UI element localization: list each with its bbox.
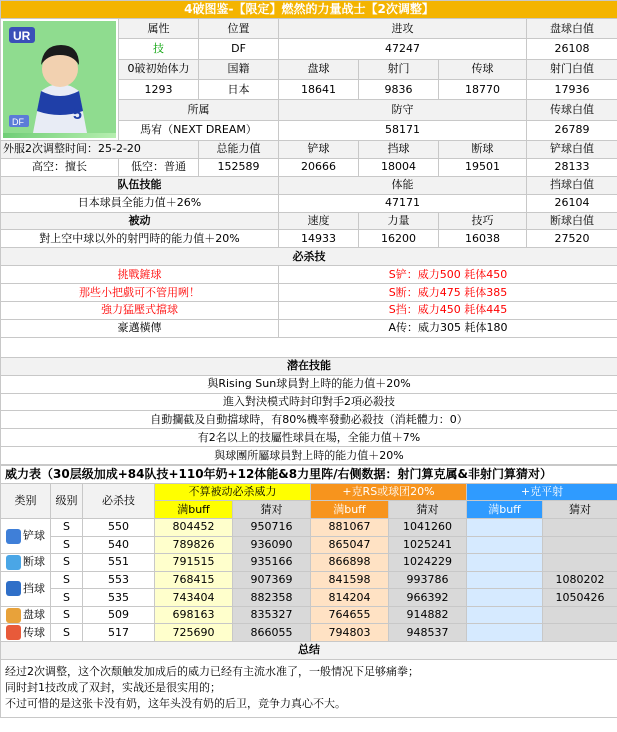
value-attr: 技 [119, 39, 199, 59]
power-value [467, 536, 543, 554]
power-type [1, 554, 51, 572]
power-value: 1025241 [389, 536, 467, 554]
power-value [543, 536, 617, 554]
value-team-skill: 日本球員全能力值＋26% [1, 194, 279, 212]
power-value: 1024229 [389, 554, 467, 572]
power-value: 966392 [389, 589, 467, 607]
page-title: 4破图鉴-【限定】燃然的力量战士【2次调整】 [1, 1, 617, 19]
value-position: DF [199, 39, 279, 59]
label-block: 挡球 [359, 141, 439, 159]
power-value: 882358 [233, 589, 311, 607]
power-skill: 553 [83, 571, 155, 589]
power-value: 935166 [233, 554, 311, 572]
power-value [467, 571, 543, 589]
skill-name: 挑戰鏟球 [1, 266, 279, 284]
power-type-label: 铲球 [23, 529, 45, 543]
col-guess: 猜对 [543, 501, 617, 519]
power-skill: 509 [83, 606, 155, 624]
position-badge: DF [12, 117, 24, 127]
label-nation: 国籍 [199, 59, 279, 79]
value-speed: 14933 [279, 230, 359, 248]
value-intercept: 19501 [439, 158, 527, 176]
value-dribble: 18641 [279, 79, 359, 99]
power-value: 841598 [311, 571, 389, 589]
power-value: 948537 [389, 624, 467, 642]
power-value: 768415 [155, 571, 233, 589]
power-row [1, 589, 617, 607]
col-guess: 猜对 [233, 501, 311, 519]
card-portrait [1, 19, 119, 141]
label-defense: 防守 [279, 100, 527, 120]
power-body [1, 518, 617, 641]
label-stamina: 0破初始体力 [119, 59, 199, 79]
value-passive: 對上空中球以外的射門時的能力值＋20% [1, 230, 279, 248]
power-value: 1080202 [543, 571, 617, 589]
value-low: 低空：普通 [119, 158, 199, 176]
value-physical: 47171 [279, 194, 527, 212]
summary-text [1, 659, 617, 717]
power-value: 835327 [233, 606, 311, 624]
power-row [1, 624, 617, 642]
value-high: 高空：擅长 [1, 158, 119, 176]
power-level: S [51, 554, 83, 572]
power-type-label: 挡球 [23, 581, 45, 595]
power-value: 743404 [155, 589, 233, 607]
skill-stat: S挡：威力450 耗体445 [279, 302, 617, 320]
value-nation: 日本 [199, 79, 279, 99]
col-level: 级别 [51, 483, 83, 518]
label-team: 所属 [119, 100, 279, 120]
value-defense: 58171 [279, 120, 527, 140]
label-power: 力量 [359, 212, 439, 230]
power-row [1, 536, 617, 554]
group-base: 不算被动必杀威力 [155, 483, 311, 501]
power-type-label: 盘球 [23, 608, 45, 622]
label-team-skill: 队伍技能 [1, 176, 279, 194]
power-type-label: 传球 [23, 625, 45, 639]
value-dribble-white: 26108 [527, 39, 617, 59]
label-pass-white: 传球白值 [527, 100, 617, 120]
power-skill: 535 [83, 589, 155, 607]
label-dribble: 盘球 [279, 59, 359, 79]
latent-item: 進入對決模式時封印對手2項必殺技 [1, 393, 617, 411]
power-value: 950716 [233, 518, 311, 536]
skill-name: 豪邁橫傳 [1, 319, 279, 337]
group-flat: +克平射 [467, 483, 617, 501]
power-value: 725690 [155, 624, 233, 642]
skill-name: 那些小把戲可不管用咧！ [1, 284, 279, 302]
player-portrait-icon [3, 21, 116, 133]
power-level: S [51, 624, 83, 642]
power-skill: 551 [83, 554, 155, 572]
value-block: 18004 [359, 158, 439, 176]
power-type [1, 624, 51, 642]
power-value: 814204 [311, 589, 389, 607]
power-value: 791515 [155, 554, 233, 572]
value-stamina: 1293 [119, 79, 199, 99]
power-value: 881067 [311, 518, 389, 536]
power-type-label: 断球 [23, 555, 45, 569]
summary-line: 不过可惜的是这张卡没有奶，这年头没有奶的后卫，竞争力真心不大。 [5, 696, 346, 710]
summary-header: 总结 [1, 642, 617, 660]
label-passive: 被动 [1, 212, 279, 230]
value-team: 馬宥（NEXT DREAM） [119, 120, 279, 140]
power-value: 865047 [311, 536, 389, 554]
power-value: 1041260 [389, 518, 467, 536]
skill-stat: S铲：威力500 耗体450 [279, 266, 617, 284]
power-value [543, 554, 617, 572]
power-table [0, 465, 617, 718]
label-speed: 速度 [279, 212, 359, 230]
power-value: 936090 [233, 536, 311, 554]
summary-line: 经过2次调整，这个次颓触发加成后的威力已经有主流水准了，一般情况下足够痛拳； [5, 664, 419, 678]
label-shoot-white: 射门白值 [527, 59, 617, 79]
power-value: 789826 [155, 536, 233, 554]
power-value [467, 606, 543, 624]
power-value: 907369 [233, 571, 311, 589]
power-value [467, 554, 543, 572]
power-row [1, 606, 617, 624]
col-full-buff: 满buff [155, 501, 233, 519]
value-intercept-white: 27520 [527, 230, 617, 248]
group-rs: +克RS或球团20% [311, 483, 467, 501]
power-value [543, 518, 617, 536]
label-attack: 进攻 [279, 19, 527, 39]
label-physical: 体能 [279, 176, 527, 194]
skill-type-icon [6, 529, 21, 544]
latent-item: 自動攔截及自動擋球時，有80%機率發動必殺技（消耗體力：0） [1, 411, 617, 429]
adjust-date: 外服2次调整时间：25-2-20 [1, 141, 199, 159]
value-shoot: 9836 [359, 79, 439, 99]
col-full-buff: 满buff [467, 501, 543, 519]
skill-type-icon [6, 625, 21, 640]
value-tackle-white: 28133 [527, 158, 617, 176]
power-value [467, 624, 543, 642]
power-skill: 550 [83, 518, 155, 536]
value-attack: 47247 [279, 39, 527, 59]
label-tackle-white: 铲球白值 [527, 141, 617, 159]
power-row [1, 554, 617, 572]
label-tackle: 铲球 [279, 141, 359, 159]
summary-line: 同时封1技改成了双封，实战还是很实用的； [5, 680, 221, 694]
value-total: 152589 [199, 158, 279, 176]
value-block-white: 26104 [527, 194, 617, 212]
label-shoot: 射门 [359, 59, 439, 79]
col-guess: 猜对 [389, 501, 467, 519]
power-level: S [51, 536, 83, 554]
power-value: 764655 [311, 606, 389, 624]
value-power: 16200 [359, 230, 439, 248]
skill-stat: S断：威力475 耗体385 [279, 284, 617, 302]
value-tackle: 20666 [279, 158, 359, 176]
power-value: 993786 [389, 571, 467, 589]
power-value: 866055 [233, 624, 311, 642]
power-value [543, 624, 617, 642]
power-value: 698163 [155, 606, 233, 624]
power-value: 804452 [155, 518, 233, 536]
skill-type-icon [6, 608, 21, 623]
power-level: S [51, 518, 83, 536]
power-value: 866898 [311, 554, 389, 572]
label-position: 位置 [199, 19, 279, 39]
power-skill: 517 [83, 624, 155, 642]
latent-item: 有2名以上的技屬性球員在場，全能力值＋7% [1, 429, 617, 447]
value-pass-white: 26789 [527, 120, 617, 140]
power-value: 1050426 [543, 589, 617, 607]
jersey-number: 5 [73, 106, 82, 123]
label-total: 总能力值 [199, 141, 279, 159]
skill-type-icon [6, 555, 21, 570]
label-block-white: 挡球白值 [527, 176, 617, 194]
label-intercept: 断球 [439, 141, 527, 159]
latent-item: 與Rising Sun球員對上時的能力值＋20% [1, 375, 617, 393]
power-level: S [51, 571, 83, 589]
label-dribble-white: 盘球白值 [527, 19, 617, 39]
power-value: 914882 [389, 606, 467, 624]
col-type: 类别 [1, 483, 51, 518]
label-pass: 传球 [439, 59, 527, 79]
power-value [467, 518, 543, 536]
power-value: 794803 [311, 624, 389, 642]
power-type [1, 606, 51, 624]
power-value [543, 606, 617, 624]
power-type [1, 518, 51, 553]
skills-header: 必杀技 [1, 248, 617, 266]
col-skill: 必杀技 [83, 483, 155, 518]
power-skill: 540 [83, 536, 155, 554]
label-attr: 属性 [119, 19, 199, 39]
power-row [1, 571, 617, 589]
skill-stat: A传：威力305 耗体180 [279, 319, 617, 337]
value-skill: 16038 [439, 230, 527, 248]
latent-header: 潜在技能 [1, 357, 617, 375]
power-value [467, 589, 543, 607]
spacer [1, 337, 617, 357]
col-full-buff: 满buff [311, 501, 389, 519]
power-level: S [51, 606, 83, 624]
power-level: S [51, 589, 83, 607]
value-pass: 18770 [439, 79, 527, 99]
skill-type-icon [6, 581, 21, 596]
latent-item: 與球團所屬球員對上時的能力值＋20% [1, 447, 617, 465]
label-intercept-white: 断球白值 [527, 212, 617, 230]
skill-name: 強力猛壓式擋球 [1, 302, 279, 320]
rarity-badge: UR [13, 29, 31, 43]
label-skill: 技巧 [439, 212, 527, 230]
power-title: 威力表（30层级加成+84队技+110年奶+12体能&8力里阵/右侧数据：射门算克属&非射门算猜对） [1, 466, 617, 484]
power-type [1, 571, 51, 606]
power-row [1, 518, 617, 536]
value-shoot-white: 17936 [527, 79, 617, 99]
